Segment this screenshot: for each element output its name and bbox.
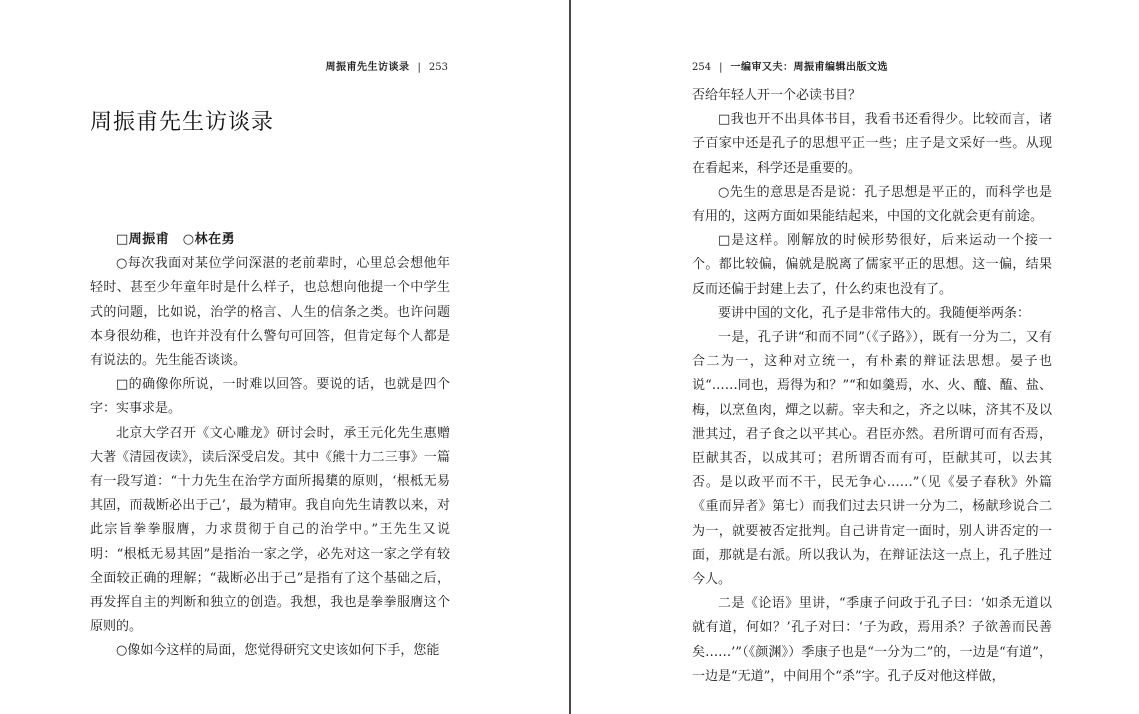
right-page-body <box>692 84 1052 689</box>
chapter-title: 周振甫先生访谈录 <box>90 110 275 135</box>
running-head-title: 一编审又夫：周振甫编辑出版文选 <box>730 62 888 73</box>
paragraph: ○先生的意思是否是说：孔子思想是平正的，而科学也是有用的，这两方面如果能结起来，中国的文化就会更有前途。 <box>692 184 1052 225</box>
paragraph: □是这样。刚解放的时候形势很好，后来运动一个接一个。都比较偏，偏就是脱离了儒家平正的思想。这一偏，结果反而还偏于封建上去了，什么约束也没有了。 <box>692 233 1052 297</box>
paragraph-continued: 否给年轻人开一个必读书目？ <box>692 88 862 103</box>
paragraph: ○像如今这样的局面，您觉得研究文史该如何下手，您能 <box>116 643 440 659</box>
paragraph: 北京大学召开《文心雕龙》研讨会时，承王元化先生惠赠大著《清园夜读》，读后深受启发。其中《熊十力二三事》一篇有一段写道：“十力先生在治学方面所揭橥的原则，‘根柢无易其固，而裁断必出于己’，最为精审。我自向先生请教以来，对此宗旨拳拳服膺，力求贯彻于自己的治学中。”王先生又说明：“根柢无易其固”是指治一家之学，必先对这一家之学有较全面较正确的理解；“裁断必出于己”是指有了这个基础之后，再发挥自主的判断和独立的创造。我想，我也是拳拳服膺这个原则的。 <box>90 425 450 635</box>
right-page <box>571 0 1139 714</box>
left-page <box>0 0 569 714</box>
author-line: □周振甫 ○林在勇 <box>116 232 236 247</box>
paragraph: 要讲中国的文化，孔子是非常伟大的。我随便举两条： <box>718 305 1031 321</box>
paragraph: 一是，孔子讲“和而不同”（《子路》），既有一分为二，又有合二为一，这种对立统一，有朴素的辩证法思想。晏子也说“……同也，焉得为和？”“和如羹焉，水、火、醯、醢、盐、梅，以烹鱼肉，燀之以薪。宰夫和之，齐之以味，济其不及以泄其过，君子食之以平其心。君臣亦然。君所谓可而有否焉，臣献其否，以成其可；君所谓否而有可，臣献其可，以去其否。是以政平而不干，民无争心……”（见《晏子春秋》外篇《重而异者》第七）而我们过去只讲一分为二，杨献珍说合二为一，就要被否定批判。自己讲肯定一面时，别人讲否定的一面，那就是右派。所以我认为，在辩证法这一点上，孔子胜过今人。 <box>692 330 1052 588</box>
running-head-separator: | <box>719 62 723 73</box>
running-head-left <box>326 62 448 74</box>
page-number: 253 <box>428 62 448 73</box>
page-number: 254 <box>692 62 712 73</box>
running-head-right <box>692 62 888 74</box>
paragraph: 二是《论语》里讲，“季康子问政于孔子曰：‘如杀无道以就有道，何如？’孔子对曰：‘子为政，焉用杀？子欲善而民善矣……’”（《颜渊》）季康子也是“一分为二”的，一边是“有道”，一边是“无道”，中间用个“杀”字。孔子反对他这样做， <box>692 596 1052 684</box>
running-head-title: 周振甫先生访谈录 <box>325 62 410 73</box>
paragraph: □我也开不出具体书目，我看书还看得少。比较而言，诸子百家中还是孔子的思想平正一些；庄子是文采好一些。从现在看起来，科学还是重要的。 <box>692 112 1052 176</box>
paragraph: ○每次我面对某位学问深湛的老前辈时，心里总会想他年轻时、甚至少年童年时是什么样子，也总想向他提一个中学生式的问题，比如说，治学的格言、人生的信条之类。也许问题本身很幼稚，也许并没有什么警句可回答，但肯定每个人都是有说法的。先生能否谈谈。 <box>90 256 450 369</box>
paragraph: □的确像你所说，一时难以回答。要说的话，也就是四个字：实事求是。 <box>90 377 450 417</box>
left-page-body <box>90 228 450 664</box>
running-head-separator: | <box>417 62 421 73</box>
